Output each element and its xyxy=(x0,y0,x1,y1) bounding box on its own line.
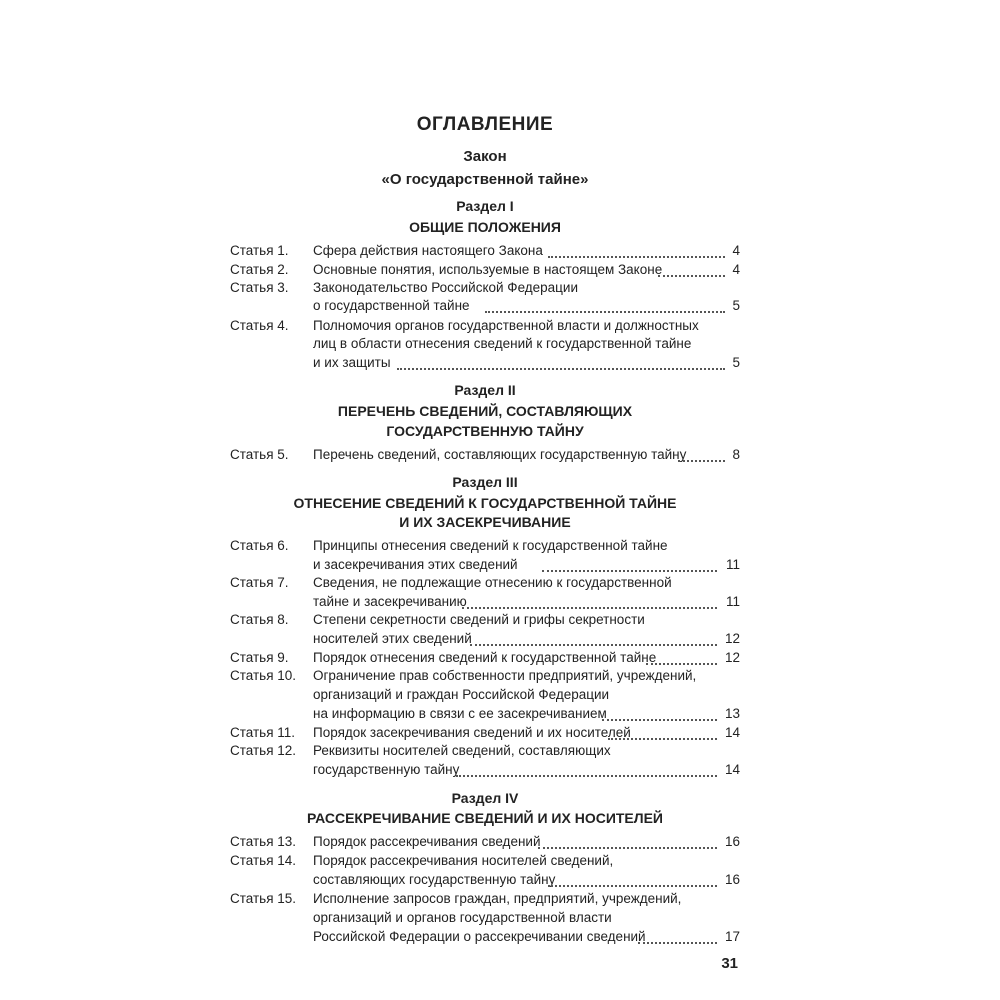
article-number: Статья 15. xyxy=(230,891,297,906)
article-number: Статья 10. xyxy=(230,668,297,683)
article-title: Перечень сведений, составляющих государственную тайну xyxy=(313,447,687,462)
section-title: ОБЩИЕ ПОЛОЖЕНИЯ xyxy=(409,219,561,235)
page-ref: 12 xyxy=(724,650,740,665)
article-title: лиц в области отнесения сведений к государственной тайне xyxy=(313,336,692,351)
article-number: Статья 7. xyxy=(230,575,289,590)
section-title: РАССЕКРЕЧИВАНИЕ СВЕДЕНИЙ И ИХ НОСИТЕЛЕЙ xyxy=(307,810,663,826)
dot-leader xyxy=(548,256,725,258)
article-title: Порядок рассекречивания сведений xyxy=(313,834,541,849)
dot-leader xyxy=(548,885,717,887)
article-title: тайне и засекречиванию xyxy=(313,594,467,609)
article-number: Статья 8. xyxy=(230,612,289,627)
section-title: ОТНЕСЕНИЕ СВЕДЕНИЙ К ГОСУДАРСТВЕННОЙ ТАЙНЕ xyxy=(293,495,677,511)
dot-leader xyxy=(538,847,717,849)
page-number: 31 xyxy=(721,955,738,972)
article-title: Основные понятия, используемые в настоящем Законе xyxy=(313,262,663,277)
section-title: И ИХ ЗАСЕКРЕЧИВАНИЕ xyxy=(399,514,571,530)
article-number: Статья 13. xyxy=(230,834,297,849)
article-title: Российской Федерации о рассекречивании сведений xyxy=(313,929,646,944)
dot-leader xyxy=(456,775,717,777)
page-ref: 14 xyxy=(724,725,740,740)
dot-leader xyxy=(485,311,725,313)
section-label: Раздел II xyxy=(454,382,516,398)
article-title: и засекречивания этих сведений xyxy=(313,557,518,572)
article-title: организаций и органов государственной власти xyxy=(313,910,612,925)
article-title: организаций и граждан Российской Федерации xyxy=(313,687,610,702)
article-title: Порядок отнесения сведений к государственной тайне xyxy=(313,650,657,665)
article-title: Степени секретности сведений и грифы секретности xyxy=(313,612,645,627)
article-title: Ограничение прав собственности предприятий, учреждений, xyxy=(313,668,697,683)
article-title: государственную тайну xyxy=(313,762,460,777)
article-number: Статья 12. xyxy=(230,743,297,758)
article-number: Статья 6. xyxy=(230,538,289,553)
article-title: Сфера действия настоящего Закона xyxy=(313,243,543,258)
section-title: ГОСУДАРСТВЕННУЮ ТАЙНУ xyxy=(386,423,584,439)
article-title: Порядок засекречивания сведений и их носителей xyxy=(313,725,631,740)
page-ref: 16 xyxy=(724,834,740,849)
page-ref: 4 xyxy=(732,243,740,258)
page-ref: 13 xyxy=(724,706,740,721)
article-number: Статья 3. xyxy=(230,280,289,295)
page-ref: 5 xyxy=(732,298,740,313)
article-number: Статья 14. xyxy=(230,853,297,868)
article-number: Статья 9. xyxy=(230,650,289,665)
section-label: Раздел III xyxy=(452,474,518,490)
page-ref: 16 xyxy=(724,872,740,887)
article-number: Статья 11. xyxy=(230,725,296,740)
section-label: Раздел IV xyxy=(451,790,519,806)
article-number: Статья 2. xyxy=(230,262,289,277)
article-title: Порядок рассекречивания носителей сведений, xyxy=(313,853,614,868)
article-number: Статья 5. xyxy=(230,447,289,462)
article-title: о государственной тайне xyxy=(313,298,470,313)
article-title: Законодательство Российской Федерации xyxy=(313,280,578,295)
article-title: и их защиты xyxy=(313,355,391,370)
article-title: Исполнение запросов граждан, предприятий, учреждений, xyxy=(313,891,682,906)
section-label: Раздел I xyxy=(456,198,514,214)
page-ref: 12 xyxy=(724,631,740,646)
page-ref: 4 xyxy=(732,262,740,277)
page-ref: 11 xyxy=(725,557,740,572)
dot-leader xyxy=(397,368,725,370)
page-ref: 11 xyxy=(725,594,740,609)
article-title: Полномочия органов государственной власти и должностных xyxy=(313,318,699,333)
law-name: «О государственной тайне» xyxy=(381,171,589,188)
page-ref: 17 xyxy=(724,929,740,944)
dot-leader xyxy=(470,644,717,646)
section-title: ПЕРЕЧЕНЬ СВЕДЕНИЙ, СОСТАВЛЯЮЩИХ xyxy=(337,403,633,419)
article-title: составляющих государственную тайну xyxy=(313,872,556,887)
article-title: Реквизиты носителей сведений, составляющих xyxy=(313,743,611,758)
page-ref: 8 xyxy=(732,447,740,462)
article-number: Статья 4. xyxy=(230,318,289,333)
article-title: Принципы отнесения сведений к государственной тайне xyxy=(313,538,668,553)
toc-title: ОГЛАВЛЕНИЕ xyxy=(416,114,554,135)
dot-leader xyxy=(542,570,717,572)
article-title: носителей этих сведений xyxy=(313,631,472,646)
law-label: Закон xyxy=(463,148,507,165)
article-number: Статья 1. xyxy=(230,243,289,258)
page-ref: 14 xyxy=(724,762,740,777)
dot-leader xyxy=(462,607,717,609)
page-ref: 5 xyxy=(732,355,740,370)
article-title: Сведения, не подлежащие отнесению к государственной xyxy=(313,575,672,590)
article-title: на информацию в связи с ее засекречиванием xyxy=(313,706,607,721)
